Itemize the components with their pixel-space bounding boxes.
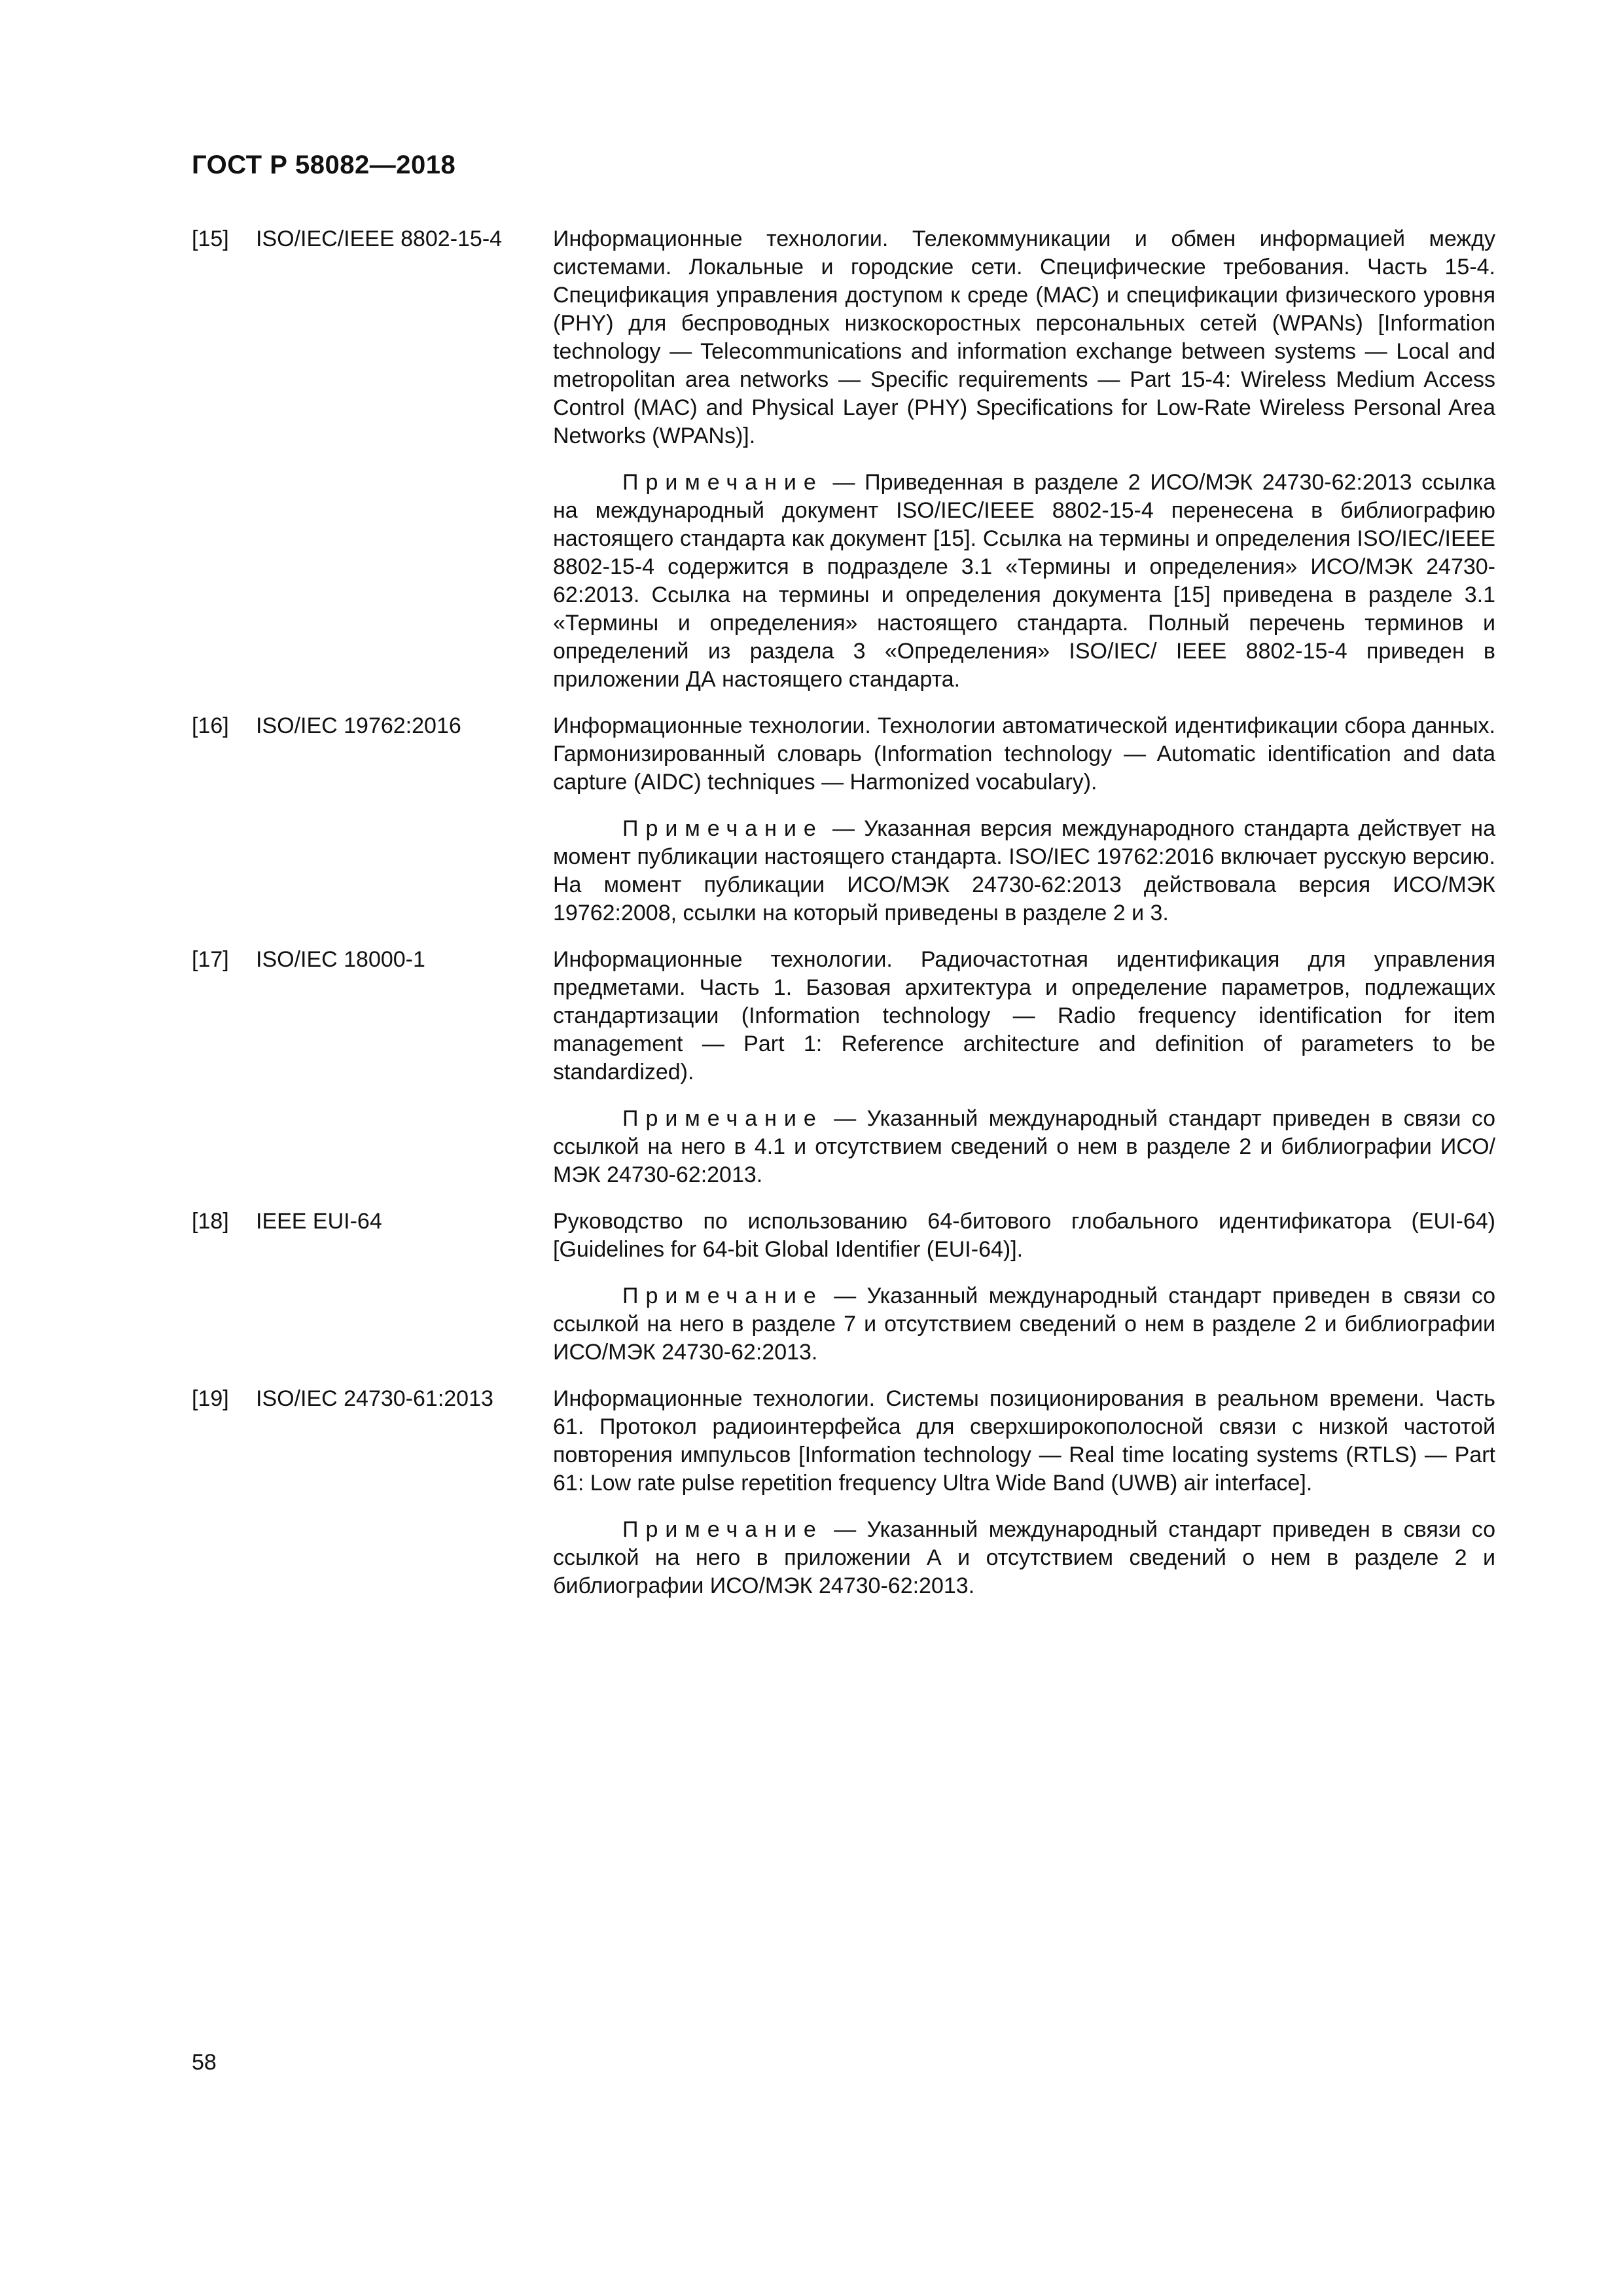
- note-label: Примечание: [622, 1106, 823, 1131]
- entry-body: [553, 946, 1495, 1189]
- entry-note: [553, 1282, 1495, 1367]
- page-number: 58: [192, 2050, 217, 2075]
- bibliography-entry: [192, 225, 1501, 694]
- entry-description: Информационные технологии. Технологии автоматической идентификации сбора данных. Гармонизированный словарь (Information technology — Automatic identification and data capture (AIDC) techniques — Harmonized vocabulary).: [553, 713, 1495, 795]
- entry-number: [17]: [192, 947, 229, 972]
- entry-number: [15]: [192, 226, 229, 251]
- note-text: — Указанный международный стандарт приведен в связи со ссылкой на него в приложении А и отсутствием сведений о нем в разделе 2 и библиографии ИСО/МЭК 24730-62:2013.: [553, 1517, 1495, 1598]
- document-header-title: ГОСТ Р 58082—2018: [192, 151, 456, 179]
- note-text: — Указанный международный стандарт приведен в связи со ссылкой на него в 4.1 и отсутствием сведений о нем в разделе 2 и библиографии ИСО/МЭК 24730-62:2013.: [553, 1106, 1495, 1187]
- bibliography-entry: [192, 946, 1501, 1189]
- bibliography-entry: [192, 1385, 1501, 1600]
- entry-number: [19]: [192, 1386, 229, 1411]
- note-text: — Указанный международный стандарт приведен в связи со ссылкой на него в разделе 7 и отсутствием сведений о нем в разделе 2 и библиографии ИСО/МЭК 24730-62:2013.: [553, 1283, 1495, 1365]
- bibliography-list: [192, 225, 1501, 1619]
- note-text: — Приведенная в разделе 2 ИСО/МЭК 24730-62:2013 ссылка на международный документ ISO/IEC/IEEE 8802-15-4 перенесена в библиографию настоящего стандарта как документ [15]. Ссылка на термины и определения ISO/IEC/IEEE 8802-15-4 содержится в подразделе 3.1 «Термины и определения» ИСО/МЭК 24730-62:2013. Ссылка на термины и определения документа [15] приведена в разделе 3.1 «Термины и определения» настоящего стандарта. Полный перечень терминов и определений из раздела 3 «Определения» ISO/IEC/ IEEE 8802-15-4 приведен в приложении ДА настоящего стандарта.: [553, 470, 1495, 692]
- entry-number: [18]: [192, 1209, 229, 1234]
- note-label: Примечание: [622, 816, 823, 841]
- bibliography-entry: [192, 1208, 1501, 1367]
- entry-body: [553, 712, 1495, 927]
- note-text: — Указанная версия международного стандарта действует на момент публикации настоящего стандарта. ISO/IEC 19762:2016 включает русскую версию. На момент публикации ИСО/МЭК 24730-62:2013 действовала версия ИСО/МЭК 19762:2008, ссылки на который приведены в разделе 2 и 3.: [553, 816, 1495, 925]
- entry-note: [553, 1105, 1495, 1189]
- entry-body: [553, 1208, 1495, 1367]
- entry-description: Информационные технологии. Телекоммуникации и обмен информацией между системами. Локальные и городские сети. Специфические требования. Часть 15-4. Спецификация управления доступом к среде (МАС) и спецификации физического уровня (PHY) для беспроводных низкоскоростных персональных сетей (WPANs) [Information technology — Telecommunications and information exchange between systems — Local and metropolitan area networks — Specific requirements — Part 15-4: Wireless Medium Access Control (MAC) and Physical Layer (PHY) Specifications for Low-Rate Wireless Personal Area Networks (WPANs)].: [553, 226, 1495, 448]
- entry-note: [553, 815, 1495, 927]
- entry-standard-code: ISO/IEC 24730-61:2013: [256, 1386, 493, 1411]
- entry-note: [553, 1516, 1495, 1600]
- entry-standard-code: ISO/IEC/IEEE 8802-15-4: [256, 226, 503, 251]
- note-label: Примечание: [622, 1517, 823, 1542]
- entry-body: [553, 225, 1495, 694]
- bibliography-entry: [192, 712, 1501, 927]
- entry-description: Информационные технологии. Системы позиционирования в реальном времени. Часть 61. Протокол радиоинтерфейса для сверхширокополосной связи с низкой частотой повторения импульсов [Information technology — Real time locating systems (RTLS) — Part 61: Low rate pulse repetition frequency Ultra Wide Band (UWB) air interface].: [553, 1386, 1495, 1496]
- note-label: Примечание: [622, 1283, 823, 1308]
- entry-body: [553, 1385, 1495, 1600]
- entry-number: [16]: [192, 713, 229, 738]
- note-label: Примечание: [622, 470, 823, 495]
- entry-standard-code: ISO/IEC 18000-1: [256, 947, 425, 972]
- entry-note: [553, 469, 1495, 694]
- entry-description: Руководство по использованию 64-битового глобального идентификатора (EUI-64) [Guidelines for 64-bit Global Identifier (EUI-64)].: [553, 1209, 1495, 1262]
- entry-standard-code: IEEE EUI-64: [256, 1209, 382, 1234]
- entry-standard-code: ISO/IEC 19762:2016: [256, 713, 461, 738]
- entry-description: Информационные технологии. Радиочастотная идентификация для управления предметами. Часть 1. Базовая архитектура и определение параметров, подлежащих стандартизации (Information technology — Radio frequency identification for item management — Part 1: Reference architecture and definition of parameters to be standardized).: [553, 947, 1495, 1085]
